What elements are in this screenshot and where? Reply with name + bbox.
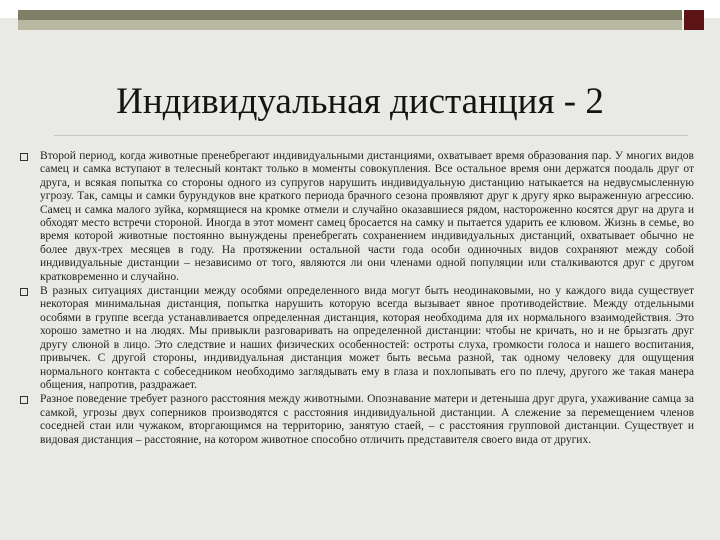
bullet-item-1 [18, 150, 694, 284]
header-accent-square [684, 10, 704, 30]
bullet-text-1: Второй период, когда животные пренебрегают индивидуальными дистанциями, охватывает время образования пар. У многих видов самец и самка вступают в телесный контакт только в моменты совокупления. Все остальное время они держатся поодаль друг от друга, и всякая попытка со стороны одного из супругов нарушить индивидуальную дистанцию натыкается на недвусмысленную угрозу. Так, самцы и самки бурундуков вне краткого периода брачного сезона проявляют друг к другу ярко выраженную агрессию. Самец и самка малого зуйка, кормящиеся на кромке отмели и случайно оказавшиеся рядом, настороженно косятся друг на друга и обходят место встречи стороной. Иногда в этот момент самец бросается на самку и пытается ударить ее клювом. Жизнь в семье, во время которой животные постоянно вынуждены пренебрегать сохранением индивидуальных дистанций, охватывает обычно не более двух-трех месяцев в году. На протяжении остальной части года особи одиночных видов сохраняют между собой индивидуальные дистанции – независимо от того, являются ли они членами одной популяции или сталкиваются друг с другом кратковременно и случайно. [40, 150, 694, 283]
bullet-text-2: В разных ситуациях дистанции между особями определенного вида могут быть неодинаковыми, но у каждого вида существует некоторая минимальная дистанция, попытка нарушить которую всегда вызывает явное противодействие. Между отдельными особями в группе всегда устанавливается определенная дистанция, которая необходима для их нормального взаимодействия. Это хорошо заметно и на людях. Мы привыкли разговаривать на определенной дистанции: чтобы не кричать, но и не брызгать друг другу слюной в лицо. Это следствие и наших физических особенностей: остроты слуха, громкости голоса и нашего воспитания, привычек. С другой стороны, индивидуальная дистанция может быть весьма разной, так одному человеку для ощущения нормального контакта с собеседником необходимо заглядывать ему в глаза и похлопывать его по плечу, другого же такая манера общения, напротив, раздражает. [40, 285, 694, 391]
header-band-dark [18, 10, 682, 20]
bullet-item-2 [18, 285, 694, 392]
bullet-item-3 [18, 393, 694, 447]
title-divider [54, 135, 688, 136]
slide-title: Индивидуальная дистанция - 2 [116, 81, 604, 122]
header-band-light [18, 20, 682, 30]
square-bullet-icon [20, 288, 28, 296]
square-bullet-icon [20, 153, 28, 161]
bullet-list [18, 150, 694, 448]
square-bullet-icon [20, 396, 28, 404]
bullet-text-3: Разное поведение требует разного расстояния между животными. Опознавание матери и детеныша друг друга, ухаживание самца за самкой, угрозы двух соперников производятся с расстояния индивидуальной дистанции. А слежение за перемещением членов соседней стаи или чужаком, вторгающимся на территорию, занятую стаей, – с расстояния групповой дистанции. Существует и видовая дистанция – расстояние, на котором животное способно отличить представителя своего вида от других. [40, 393, 694, 446]
